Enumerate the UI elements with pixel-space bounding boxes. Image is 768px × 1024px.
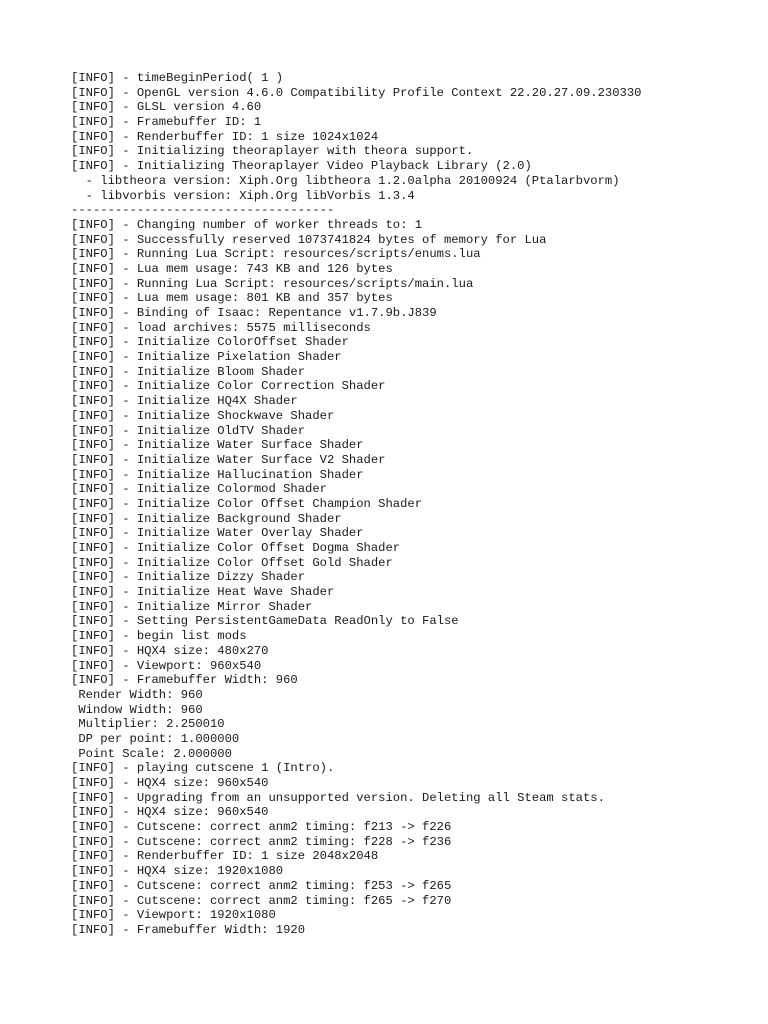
log-line: - libvorbis version: Xiph.Org libVorbis 1.3.4 (71, 188, 415, 203)
log-line: [INFO] - Initialize Mirror Shader (71, 599, 313, 614)
log-line: [INFO] - Successfully reserved 1073741824 bytes of memory for Lua (71, 232, 547, 247)
log-line: [INFO] - Cutscene: correct anm2 timing: f253 -> f265 (71, 878, 452, 893)
separator-line: ------------------------------------ (71, 203, 335, 218)
log-line: [INFO] - timeBeginPeriod( 1 ) (71, 71, 284, 85)
log-line: [INFO] - Binding of Isaac: Repentance v1.7.9b.J839 (71, 306, 437, 320)
log-line: [INFO] - Framebuffer Width: 1920 (71, 922, 306, 937)
log-line: [INFO] - Lua mem usage: 801 KB and 357 bytes (71, 291, 393, 306)
log-line: [INFO] - Initialize Water Overlay Shader (71, 526, 364, 541)
log-line: [INFO] - OpenGL version 4.6.0 Compatibility Profile Context 22.20.27.09.230330 (71, 85, 642, 100)
log-line: [INFO] - Framebuffer ID: 1 (71, 115, 262, 130)
log-line: [INFO] - Initialize Water Surface Shader (71, 438, 364, 453)
log-line: [INFO] - Renderbuffer ID: 1 size 1024x1024 (71, 129, 379, 144)
log-line: [INFO] - Upgrading from an unsupported version. Deleting all Steam stats. (71, 790, 605, 805)
log-line: [INFO] - Initialize Color Offset Champion Shader (71, 496, 423, 511)
log-line: - libtheora version: Xiph.Org libtheora 1.2.0alpha 20100924 (Ptalarbvorm) (71, 173, 620, 188)
log-line: [INFO] - Initializing theoraplayer with theora support. (71, 144, 474, 159)
log-line: [INFO] - HQX4 size: 960x540 (71, 805, 269, 820)
log-line: [INFO] - Initialize Hallucination Shader (71, 467, 364, 482)
log-line: [INFO] - load archives: 5575 milliseconds (71, 320, 371, 335)
log-line: Point Scale: 2.000000 (71, 746, 232, 761)
log-line: [INFO] - Renderbuffer ID: 1 size 2048x2048 (71, 849, 379, 864)
log-line: Render Width: 960 (71, 687, 203, 702)
log-line: [INFO] - Initializing Theoraplayer Video Playback Library (2.0) (71, 159, 532, 174)
log-line: [INFO] - Initialize Pixelation Shader (71, 350, 342, 365)
log-line: [INFO] - Initialize Background Shader (71, 511, 342, 526)
log-line: [INFO] - Viewport: 1920x1080 (71, 908, 276, 923)
log-line: [INFO] - Initialize Water Surface V2 Shader (71, 452, 386, 467)
log-line: [INFO] - HQX4 size: 1920x1080 (71, 864, 284, 879)
log-line: [INFO] - Setting PersistentGameData ReadOnly to False (71, 614, 459, 629)
log-line: [INFO] - Running Lua Script: resources/scripts/enums.lua (71, 247, 481, 262)
log-line: [INFO] - Initialize Color Offset Dogma Shader (71, 541, 401, 555)
log-line: [INFO] - Initialize OldTV Shader (71, 423, 306, 438)
log-line: [INFO] - Initialize ColorOffset Shader (71, 335, 349, 350)
log-line: [INFO] - Initialize Heat Wave Shader (71, 585, 335, 600)
log-line: [INFO] - Initialize Shockwave Shader (71, 408, 335, 423)
log-line: [INFO] - Running Lua Script: resources/scripts/main.lua (71, 276, 474, 291)
log-line: DP per point: 1.000000 (71, 731, 240, 746)
log-line: [INFO] - Initialize Color Correction Shader (71, 379, 386, 394)
log-line: [INFO] - Changing number of worker threads to: 1 (71, 217, 423, 232)
log-line: [INFO] - Cutscene: correct anm2 timing: f228 -> f236 (71, 834, 452, 849)
log-line: [INFO] - Viewport: 960x540 (71, 658, 262, 673)
log-line: [INFO] - Cutscene: correct anm2 timing: f265 -> f270 (71, 893, 452, 908)
log-line: [INFO] - begin list mods (71, 629, 247, 644)
log-line: [INFO] - Initialize HQ4X Shader (71, 394, 298, 409)
log-line: [INFO] - Framebuffer Width: 960 (71, 673, 298, 688)
log-line: [INFO] - Lua mem usage: 743 KB and 126 bytes (71, 261, 393, 276)
log-document (71, 71, 761, 938)
log-line: Window Width: 960 (71, 702, 203, 717)
log-line: [INFO] - Initialize Bloom Shader (71, 364, 306, 379)
log-line: [INFO] - Cutscene: correct anm2 timing: f213 -> f226 (71, 820, 452, 835)
log-line: [INFO] - HQX4 size: 480x270 (71, 643, 269, 658)
log-line: [INFO] - Initialize Colormod Shader (71, 482, 327, 497)
log-line: [INFO] - Initialize Color Offset Gold Shader (71, 555, 393, 570)
log-line: [INFO] - Initialize Dizzy Shader (71, 570, 306, 585)
log-line: [INFO] - playing cutscene 1 (Intro). (71, 761, 335, 776)
log-line: Multiplier: 2.250010 (71, 717, 225, 732)
log-line: [INFO] - GLSL version 4.60 (71, 100, 262, 115)
log-line: [INFO] - HQX4 size: 960x540 (71, 776, 269, 790)
